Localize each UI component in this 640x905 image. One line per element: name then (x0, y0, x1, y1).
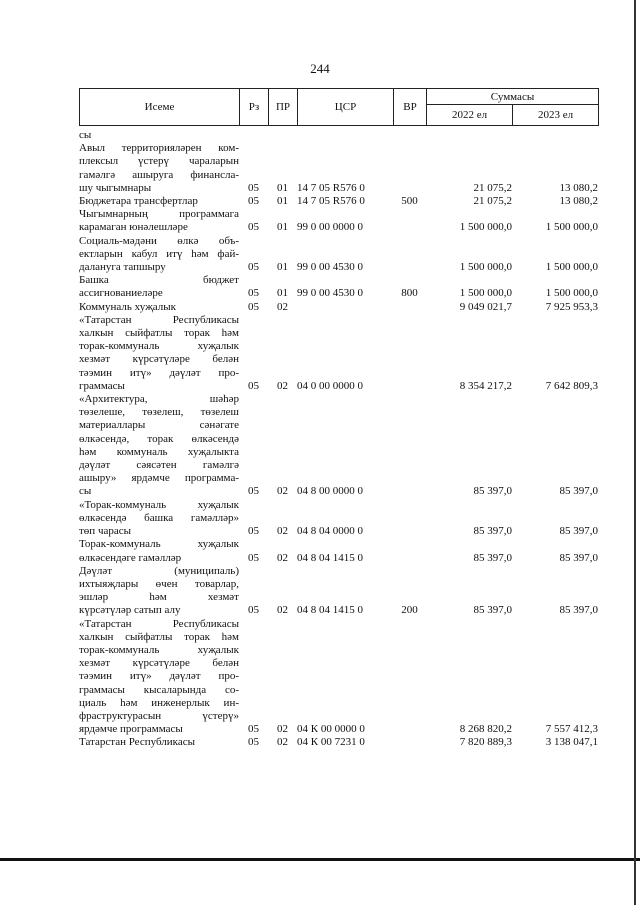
row-amount-2022: 9 049 021,7 (459, 300, 512, 313)
row-name (79, 393, 239, 499)
row-name-line: Чыгымнарның программага (79, 208, 239, 221)
row-name (79, 565, 239, 618)
row-pr: 02 (277, 300, 288, 313)
table-row (79, 208, 598, 234)
row-name (79, 129, 239, 142)
row-name-line: «Торак-коммуналь хуҗалык (79, 498, 239, 511)
row-pr (268, 129, 297, 142)
row-amount-2022: 85 397,0 (473, 551, 512, 564)
row-name-line: халкын сыйфатлы торак һәм (79, 630, 239, 643)
row-name-line: Татарстан Республикасы (79, 736, 195, 749)
page-number: 244 (310, 61, 330, 76)
row-amount-2023 (512, 129, 598, 142)
row-name-line: торак-коммуналь хуҗалык (79, 340, 239, 353)
row-name-line: сы (79, 129, 92, 141)
row-name-line: «Татарстан Республикасы (79, 617, 239, 630)
row-vr: 500 (401, 195, 418, 208)
row-rz: 05 (248, 221, 259, 234)
row-name (79, 301, 239, 314)
table-row (79, 129, 598, 142)
row-name-line: ассигнованиеләре (79, 287, 163, 300)
row-csr: 14 7 05 R576 0 (297, 181, 365, 194)
row-name-line: тәэмин итү» дәүләт про- (79, 366, 239, 379)
header-csr: ЦСР (298, 89, 394, 126)
row-name-line: хезмәт күрсәтүләре белән (79, 353, 239, 366)
row-name-line: ихтыяҗлары өчен товарлар, (79, 577, 239, 590)
row-name-line: далануга тапшыру (79, 261, 166, 274)
row-name-line: сы (79, 485, 92, 498)
row-rz: 05 (248, 736, 259, 749)
row-amount-2023: 7 642 809,3 (545, 379, 598, 392)
table-row (79, 565, 598, 618)
row-csr: 04 8 04 1415 0 (297, 551, 363, 564)
row-rz: 05 (248, 525, 259, 538)
row-rz (239, 129, 268, 142)
row-vr (393, 393, 426, 499)
row-name-line: Бюджетара трансфертлар (79, 195, 198, 208)
row-vr (393, 538, 426, 564)
row-name (79, 618, 239, 737)
header-sums: Суммасы (427, 89, 599, 105)
table-row (79, 499, 598, 539)
table-header (79, 88, 599, 126)
table-row (79, 618, 598, 737)
row-name (79, 499, 239, 539)
row-name-line: Авыл территорияләрен ком- (79, 142, 239, 155)
row-name-line: ашыру» ярдәмче программа- (79, 472, 239, 485)
row-amount-2022: 7 820 889,3 (459, 736, 512, 749)
row-amount-2023: 7 557 412,3 (545, 723, 598, 736)
row-csr (297, 129, 393, 142)
row-name-line: гамәлгә ашыруга финансла- (79, 168, 239, 181)
row-vr (393, 208, 426, 234)
table-row (79, 142, 598, 195)
row-amount-2022: 85 397,0 (473, 485, 512, 498)
table-row (79, 314, 598, 393)
row-vr (393, 235, 426, 275)
row-name (79, 274, 239, 300)
row-name-line: карамаган юнәлешләре (79, 221, 188, 234)
row-amount-2023: 1 500 000,0 (545, 287, 598, 300)
row-name-line: эшләр һәм хезмәт (79, 591, 239, 604)
row-pr: 02 (277, 736, 288, 749)
row-name-line: Социаль-мәдәни өлкә объ- (79, 234, 239, 247)
row-name-line: ярдәмче программасы (79, 723, 183, 736)
header-year-2023: 2023 ел (513, 105, 599, 126)
row-pr: 01 (277, 261, 288, 274)
row-name-line: граммасы (79, 379, 125, 392)
row-amount-2022: 85 397,0 (473, 604, 512, 617)
table-row (79, 301, 598, 314)
row-pr: 02 (277, 604, 288, 617)
row-name-line: граммасы кысаларында со- (79, 683, 239, 696)
right-edge-rule (634, 0, 636, 905)
row-vr (393, 129, 426, 142)
table-row (79, 274, 598, 300)
row-amount-2023: 85 397,0 (559, 485, 598, 498)
header-year-2022: 2022 ел (427, 105, 513, 126)
header-pr: ПР (269, 89, 298, 126)
row-amount-2022: 85 397,0 (473, 525, 512, 538)
row-amount-2022: 8 354 217,2 (459, 379, 512, 392)
row-vr (393, 301, 426, 314)
row-csr: 04 К 00 7231 0 (297, 736, 365, 749)
row-name (79, 314, 239, 393)
row-pr: 02 (277, 723, 288, 736)
row-name-line: «Архитектура, шәһәр (79, 393, 239, 406)
row-amount-2023: 85 397,0 (559, 551, 598, 564)
row-csr: 04 8 04 0000 0 (297, 525, 363, 538)
row-pr: 02 (277, 525, 288, 538)
row-pr: 01 (277, 221, 288, 234)
row-amount-2022: 21 075,2 (473, 195, 512, 208)
row-name-line: циаль һәм инженерлык ин- (79, 696, 239, 709)
row-name-line: фраструктурасын үстерү» (79, 709, 239, 722)
row-pr: 02 (277, 379, 288, 392)
row-amount-2023: 1 500 000,0 (545, 221, 598, 234)
row-rz: 05 (248, 379, 259, 392)
row-amount-2022: 1 500 000,0 (459, 261, 512, 274)
row-rz: 05 (248, 551, 259, 564)
table-row (79, 736, 598, 749)
row-name-line: Дәүләт (муниципаль) (79, 564, 239, 577)
row-name-line: өлкәсендәге гамәлләр (79, 551, 182, 564)
header-vr: ВР (394, 89, 427, 126)
row-amount-2023: 13 080,2 (559, 195, 598, 208)
row-vr (393, 499, 426, 539)
row-name (79, 235, 239, 275)
table-row (79, 393, 598, 499)
row-csr: 99 0 00 4530 0 (297, 261, 363, 274)
row-rz: 05 (248, 261, 259, 274)
row-csr: 04 8 04 1415 0 (297, 604, 363, 617)
table-row (79, 195, 598, 208)
row-name-line: һәм коммуналь хуҗалыкта (79, 445, 239, 458)
row-vr (393, 142, 426, 195)
row-pr: 02 (277, 485, 288, 498)
table-row (79, 538, 598, 564)
row-csr: 99 0 00 4530 0 (297, 287, 363, 300)
budget-table (79, 129, 598, 750)
row-name-line: төзелеше, төзелеш, төзелеш (79, 406, 239, 419)
row-rz: 05 (248, 485, 259, 498)
row-name-line: күрсәтүләр сатып алу (79, 604, 181, 617)
row-amount-2022 (426, 129, 512, 142)
row-amount-2023: 85 397,0 (559, 525, 598, 538)
row-name-line: хезмәт күрсәтүләре белән (79, 657, 239, 670)
row-vr (393, 736, 426, 749)
bottom-rule (0, 858, 640, 861)
row-name-line: Торак-коммуналь хуҗалык (79, 538, 239, 551)
row-name-line: дәүләт сәясәтен гамәлгә (79, 459, 239, 472)
row-pr: 01 (277, 181, 288, 194)
row-amount-2022: 1 500 000,0 (459, 287, 512, 300)
row-name-line: Башка бюджет (79, 274, 239, 287)
row-name-line: тәэмин итү» дәүләт про- (79, 670, 239, 683)
row-amount-2023: 3 138 047,1 (545, 736, 598, 749)
row-csr: 04 К 00 0000 0 (297, 723, 365, 736)
row-name-line: материаллары сәнәгате (79, 419, 239, 432)
row-amount-2023: 7 925 953,3 (545, 300, 598, 313)
row-name-line: өлкәсендә, торак өлкәсендә (79, 432, 239, 445)
row-csr: 04 0 00 0000 0 (297, 379, 363, 392)
row-rz: 05 (248, 604, 259, 617)
row-name-line: өлкәсендә башка гамәлләр» (79, 511, 239, 524)
row-name (79, 195, 239, 208)
row-rz: 05 (248, 723, 259, 736)
row-csr: 99 0 00 0000 0 (297, 221, 363, 234)
row-name-line: торак-коммуналь хуҗалык (79, 643, 239, 656)
row-rz: 05 (248, 181, 259, 194)
row-name-line: шу чыгымнары (79, 181, 152, 194)
row-rz: 05 (248, 287, 259, 300)
row-vr (393, 618, 426, 737)
row-pr: 02 (277, 551, 288, 564)
header-rz: Рз (240, 89, 269, 126)
row-amount-2022: 21 075,2 (473, 181, 512, 194)
row-pr: 01 (277, 195, 288, 208)
row-amount-2022: 1 500 000,0 (459, 221, 512, 234)
row-name-line: ектларын кабул итү һәм фай- (79, 247, 239, 260)
row-name (79, 736, 239, 749)
row-amount-2023: 1 500 000,0 (545, 261, 598, 274)
row-vr: 200 (401, 604, 418, 617)
row-csr (297, 301, 393, 314)
row-name-line: халкын сыйфатлы торак һәм (79, 327, 239, 340)
row-name (79, 208, 239, 234)
row-amount-2022: 8 268 820,2 (459, 723, 512, 736)
row-rz: 05 (248, 300, 259, 313)
row-vr (393, 314, 426, 393)
row-name (79, 538, 239, 564)
row-amount-2023: 85 397,0 (559, 604, 598, 617)
row-vr: 800 (401, 287, 418, 300)
row-name-line: Коммуналь хуҗалык (79, 300, 177, 313)
row-name-line: «Татарстан Республикасы (79, 313, 239, 326)
row-csr: 14 7 05 R576 0 (297, 195, 365, 208)
row-name-line: плексыл үстерү чараларын (79, 155, 239, 168)
header-name: Исеме (80, 89, 240, 126)
row-name-line: төп чарасы (79, 525, 132, 538)
row-pr: 01 (277, 287, 288, 300)
row-rz: 05 (248, 195, 259, 208)
row-csr: 04 8 00 0000 0 (297, 485, 363, 498)
table-row (79, 235, 598, 275)
row-amount-2023: 13 080,2 (559, 181, 598, 194)
row-name (79, 142, 239, 195)
